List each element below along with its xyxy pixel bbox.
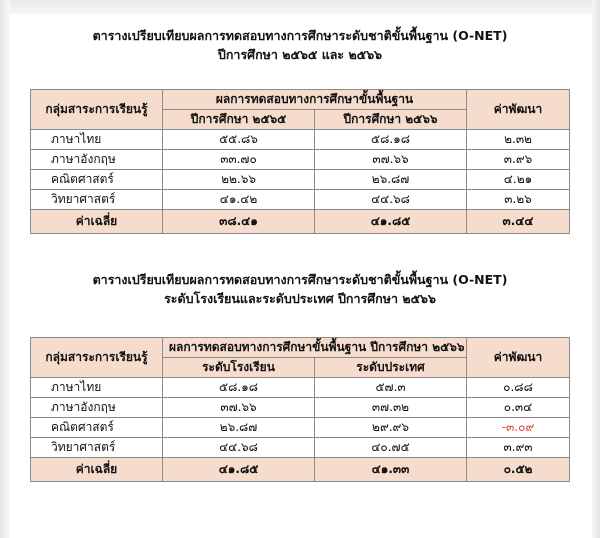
window-top-edge [0,0,600,14]
row-development: ๔.๒๑ [467,170,570,190]
average-value-b: ๔๑.๓๓ [315,458,467,482]
table1-header-col-a: ปีการศึกษา ๒๕๖๕ [163,110,315,130]
table-row [31,418,570,438]
row-subject: คณิตศาสตร์ [31,170,163,190]
row-value-a: ๒๖.๘๗ [163,418,315,438]
row-development: ๐.๓๔ [467,398,570,418]
row-subject: ภาษาอังกฤษ [31,150,163,170]
row-subject: วิทยาศาสตร์ [31,190,163,210]
table1-onet-2565-2566 [30,89,570,234]
row-value-a: ๓๓.๗๐ [163,150,315,170]
row-value-b: ๕๗.๓ [315,378,467,398]
row-value-b: ๒๙.๙๖ [315,418,467,438]
table1-header-subject: กลุ่มสาระการเรียนรู้ [31,90,163,130]
table2-onet-school-vs-national [30,337,570,482]
row-value-a: ๕๕.๘๖ [163,130,315,150]
row-value-a: ๒๒.๖๖ [163,170,315,190]
table1-header-col-b: ปีการศึกษา ๒๕๖๖ [315,110,467,130]
table1-average-row [31,210,570,234]
table-row [31,378,570,398]
row-subject: วิทยาศาสตร์ [31,438,163,458]
table1-title-line1: ตารางเปรียบเทียบผลการทดสอบทางการศึกษาระดับชาติขั้นพื้นฐาน (O-NET) [92,28,508,43]
table2-header-development: ค่าพัฒนา [467,338,570,378]
table2-header-results: ผลการทดสอบทางการศึกษาขั้นพื้นฐาน ปีการศึกษา ๒๕๖๖ [163,338,467,358]
row-value-a: ๔๔.๖๘ [163,438,315,458]
row-development: ๓.๙๖ [467,150,570,170]
row-value-a: ๕๘.๑๘ [163,378,315,398]
row-development-negative: -๓.๐๙ [467,418,570,438]
table-row [31,438,570,458]
table1-header-results: ผลการทดสอบทางการศึกษาขั้นพื้นฐาน [163,90,467,110]
table1-header-development: ค่าพัฒนา [467,90,570,130]
table2-header-col-b: ระดับประเทศ [315,358,467,378]
row-value-a: ๔๑.๔๒ [163,190,315,210]
window-right-edge [592,0,600,538]
table1-title-line2: ปีการศึกษา ๒๕๖๕ และ ๒๕๖๖ [217,47,383,62]
table2-title-line2: ระดับโรงเรียนและระดับประเทศ ปีการศึกษา ๒๕๖๖ [164,291,436,306]
row-value-b: ๒๖.๘๗ [315,170,467,190]
table-row [31,170,570,190]
average-label: ค่าเฉลี่ย [31,210,163,234]
table-row [31,150,570,170]
table2-header-subject: กลุ่มสาระการเรียนรู้ [31,338,163,378]
row-value-b: ๓๗.๓๒ [315,398,467,418]
row-subject: ภาษาอังกฤษ [31,398,163,418]
row-subject: ภาษาไทย [31,378,163,398]
row-development: ๓.๒๖ [467,190,570,210]
table1-title [0,26,600,64]
average-development: ๓.๔๔ [467,210,570,234]
row-value-b: ๕๘.๑๘ [315,130,467,150]
row-development: ๓.๙๓ [467,438,570,458]
row-value-a: ๓๗.๖๖ [163,398,315,418]
table2-header-col-a: ระดับโรงเรียน [163,358,315,378]
table2-title [0,270,600,308]
average-value-a: ๔๑.๘๕ [163,458,315,482]
row-value-b: ๔๔.๖๘ [315,190,467,210]
window-left-edge [0,0,10,538]
row-development: ๒.๓๒ [467,130,570,150]
average-label: ค่าเฉลี่ย [31,458,163,482]
row-value-b: ๓๗.๖๖ [315,150,467,170]
average-development: ๐.๕๒ [467,458,570,482]
table-row [31,130,570,150]
row-subject: ภาษาไทย [31,130,163,150]
table2-average-row [31,458,570,482]
row-value-b: ๔๐.๗๕ [315,438,467,458]
row-subject: คณิตศาสตร์ [31,418,163,438]
average-value-b: ๔๑.๘๕ [315,210,467,234]
row-development: ๐.๘๘ [467,378,570,398]
average-value-a: ๓๘.๔๑ [163,210,315,234]
table2-title-line1: ตารางเปรียบเทียบผลการทดสอบทางการศึกษาระดับชาติขั้นพื้นฐาน (O-NET) [92,272,508,287]
table-row [31,190,570,210]
table-row [31,398,570,418]
